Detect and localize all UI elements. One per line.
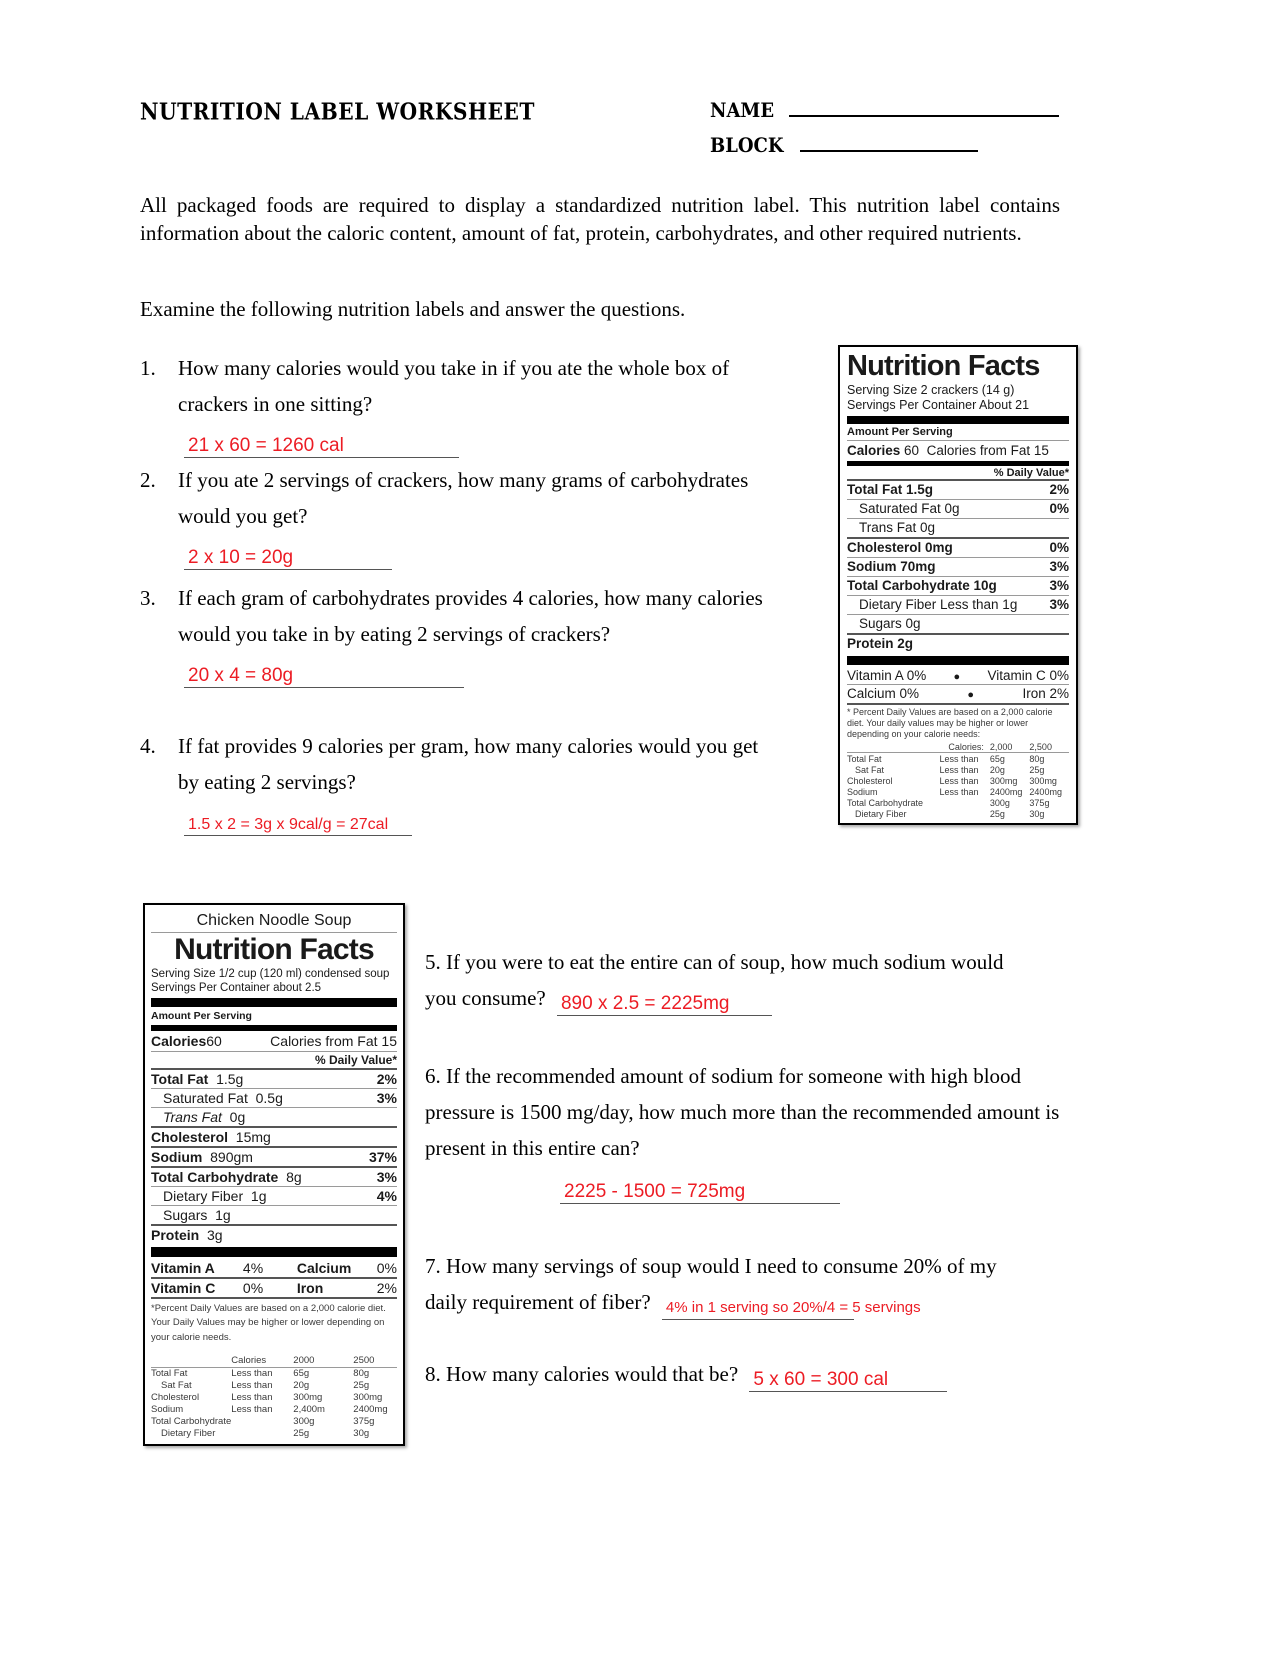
crackers-foot-row xyxy=(847,775,1069,786)
crackers-footnote-table xyxy=(847,741,1069,819)
crackers-serving-size: Serving Size 2 crackers (14 g) xyxy=(847,383,1015,397)
crackers-foot-qual-3: Less than xyxy=(939,786,979,797)
crackers-foot-row xyxy=(847,764,1069,775)
crackers-foot-header-row xyxy=(847,741,1069,753)
crackers-foot-qual-4 xyxy=(939,797,989,808)
soup-nutrient-dv-4: 37% xyxy=(368,1149,397,1166)
crackers-foot-name-1: Sat Fat xyxy=(855,764,885,775)
crackers-foot-col-2000: 2,000 xyxy=(989,741,1013,752)
soup-foot-qual-3: Less than xyxy=(231,1404,273,1416)
crackers-foot-qual-5 xyxy=(939,808,989,819)
soup-vitamin-row xyxy=(151,1259,397,1277)
soup-foot-qual-0: Less than xyxy=(231,1368,273,1380)
crackers-nutrient-name-2: Trans Fat 0g xyxy=(859,520,936,535)
soup-nutrient-name-7: Sugars xyxy=(163,1207,208,1224)
question-2-number: 2. xyxy=(140,468,156,492)
question-2-text: If you ate 2 servings of crackers, how many grams of carbohydrates would you get? xyxy=(178,468,749,529)
crackers-foot-v2000-3: 2400mg xyxy=(989,786,1023,797)
crackers-foot-v2000-0: 65g xyxy=(989,753,1005,764)
soup-calories-row xyxy=(151,1033,397,1049)
soup-nutrient-amount-2: 0g xyxy=(229,1109,246,1126)
crackers-calories-group xyxy=(847,443,1049,458)
crackers-calcium: Calcium 0% xyxy=(847,685,920,701)
soup-nutrient-name-6: Dietary Fiber xyxy=(163,1188,244,1205)
intro-paragraph-2: Examine the following nutrition labels and answer the questions. xyxy=(140,297,686,321)
soup-foot-col-2500: 2500 xyxy=(353,1355,375,1367)
soup-nutrient-row xyxy=(151,1168,397,1186)
question-3-answer: 20 x 4 = 80g xyxy=(188,665,294,687)
soup-nutrient-8 xyxy=(151,1227,223,1243)
soup-nutrient-5 xyxy=(151,1169,302,1185)
soup-foot-header-row xyxy=(151,1355,397,1368)
soup-foot-v2000-5: 25g xyxy=(293,1428,310,1440)
soup-foot-row xyxy=(151,1367,397,1380)
crackers-foot-v2500-4: 375g xyxy=(1029,797,1050,808)
crackers-label-title: Nutrition Facts xyxy=(847,350,1040,382)
soup-foot-name-0: Total Fat xyxy=(151,1368,188,1380)
crackers-footnote: * Percent Daily Values are based on a 2,000 calorie diet. Your daily values may be higher or lower depending on your calorie needs: xyxy=(847,706,1053,739)
soup-rule-12 xyxy=(151,1297,397,1299)
soup-footnote-table xyxy=(151,1355,397,1440)
soup-nutrient-row xyxy=(151,1089,397,1107)
crackers-foot-row xyxy=(847,808,1069,819)
question-5-answer-blank[interactable] xyxy=(557,990,772,1016)
crackers-nutrient-name-1: Saturated Fat 0g xyxy=(859,501,960,516)
soup-foot-calories-header: Calories xyxy=(231,1355,267,1367)
question-1-answer-blank[interactable] xyxy=(184,432,459,458)
soup-foot-row xyxy=(151,1392,397,1404)
nutrition-label-soup xyxy=(143,903,405,1446)
crackers-nutrient-dv-6: 3% xyxy=(1049,597,1069,612)
soup-nutrient-amount-5: 8g xyxy=(286,1169,302,1186)
worksheet-header xyxy=(140,98,1140,157)
soup-nutrient-name-1: Saturated Fat xyxy=(163,1090,248,1107)
question-4 xyxy=(140,728,770,836)
soup-foot-col-2000: 2000 xyxy=(293,1355,315,1367)
soup-foot-v2500-3: 2400mg xyxy=(353,1404,388,1416)
question-6 xyxy=(425,1058,1065,1204)
crackers-foot-v2500-1: 25g xyxy=(1029,764,1045,775)
soup-nutrient-amount-7: 1g xyxy=(215,1207,231,1224)
question-7 xyxy=(425,1248,1025,1320)
soup-vitamin-row xyxy=(151,1279,397,1297)
question-7-answer-blank[interactable] xyxy=(662,1294,921,1320)
crackers-nutrient-dv-3: 0% xyxy=(1049,540,1069,555)
question-8-body: How many calories would that be? xyxy=(446,1362,739,1386)
soup-nutrient-row xyxy=(151,1128,397,1146)
soup-foot-name-3: Sodium xyxy=(151,1404,184,1416)
block-blank-line[interactable] xyxy=(800,135,978,152)
soup-foot-v2500-2: 300mg xyxy=(353,1392,383,1404)
crackers-nutrient-row xyxy=(847,596,1069,614)
soup-calories-label: Calories xyxy=(151,1033,207,1050)
question-7-number: 7. xyxy=(425,1254,441,1278)
crackers-foot-v2000-2: 300mg xyxy=(989,775,1018,786)
crackers-nutrient-name-0: Total Fat 1.5g xyxy=(847,482,934,497)
crackers-servings-per-container: Servings Per Container About 21 xyxy=(847,397,1030,412)
soup-nutrient-name-4: Sodium xyxy=(151,1149,203,1166)
crackers-nutrient-dv-5: 3% xyxy=(1049,578,1069,593)
soup-foot-name-4: Total Carbohydrate xyxy=(151,1416,232,1428)
soup-nutrient-1 xyxy=(163,1090,283,1106)
question-3-number: 3. xyxy=(140,586,156,610)
soup-foot-name-1: Sat Fat xyxy=(161,1380,192,1392)
crackers-nutrient-row xyxy=(847,558,1069,576)
crackers-calories-row xyxy=(847,443,1069,458)
soup-nutrient-name-3: Cholesterol xyxy=(151,1129,229,1146)
soup-foot-v2500-0: 80g xyxy=(353,1368,370,1380)
crackers-vitamin-row xyxy=(847,667,1069,684)
crackers-nutrient-dv-1: 0% xyxy=(1049,501,1069,516)
crackers-foot-name-5: Dietary Fiber xyxy=(855,808,907,819)
soup-nutrient-name-5: Total Carbohydrate xyxy=(151,1169,279,1186)
page-title: NUTRITION LABEL WORKSHEET xyxy=(140,98,535,127)
soup-foot-v2500-4: 375g xyxy=(353,1416,375,1428)
question-8-answer: 5 x 60 = 300 cal xyxy=(753,1369,889,1391)
question-4-text: If fat provides 9 calories per gram, how many calories would you get by eating 2 servings? xyxy=(178,734,759,795)
crackers-nutrient-dv-0: 2% xyxy=(1049,482,1069,497)
soup-product-name: Chicken Noodle Soup xyxy=(196,912,352,929)
question-1-answer: 21 x 60 = 1260 cal xyxy=(188,435,344,457)
soup-foot-row xyxy=(151,1380,397,1392)
question-6-body: If the recommended amount of sodium for someone with high blood pressure is 1500 mg/day, how much more than the recommended amount is present in this entire can? xyxy=(425,1064,1060,1161)
nutrition-label-crackers xyxy=(838,345,1078,825)
crackers-rule-12 xyxy=(847,703,1069,705)
soup-divider-thick-3 xyxy=(151,1247,397,1257)
block-field-row xyxy=(710,133,1140,157)
crackers-calories-value: 60 xyxy=(904,442,920,458)
crackers-foot-row xyxy=(847,786,1069,797)
soup-foot-v2000-0: 65g xyxy=(293,1368,310,1380)
soup-nutrient-row xyxy=(151,1226,397,1244)
soup-nutrient-amount-3: 15mg xyxy=(235,1129,271,1146)
question-8-number: 8. xyxy=(425,1362,441,1386)
bullet-icon: ● xyxy=(967,688,975,701)
crackers-foot-v2500-2: 300mg xyxy=(1029,775,1057,786)
soup-foot-v2500-1: 25g xyxy=(353,1380,370,1392)
crackers-foot-qual-1: Less than xyxy=(939,764,979,775)
soup-foot-qual-4 xyxy=(231,1416,293,1428)
soup-nutrient-row xyxy=(151,1187,397,1205)
question-5-body: If you were to eat the entire can of soup, how much sodium would you consume? xyxy=(425,950,1004,1011)
name-blank-line[interactable] xyxy=(789,100,1059,117)
crackers-foot-name-2: Cholesterol xyxy=(847,775,893,786)
question-1 xyxy=(140,350,800,458)
crackers-nutrient-name-6: Dietary Fiber Less than 1g xyxy=(859,597,1018,612)
soup-nutrient-row xyxy=(151,1148,397,1166)
soup-calcium-value: 0% xyxy=(376,1260,397,1277)
question-4-answer-blank[interactable] xyxy=(184,810,412,836)
soup-foot-qual-1: Less than xyxy=(231,1380,273,1392)
crackers-nutrient-row xyxy=(847,577,1069,595)
crackers-iron: Iron 2% xyxy=(1022,685,1069,701)
crackers-foot-col-2500: 2,500 xyxy=(1029,741,1052,752)
question-6-answer-blank[interactable] xyxy=(560,1178,840,1204)
soup-foot-name-2: Cholesterol xyxy=(151,1392,200,1404)
soup-foot-qual-2: Less than xyxy=(231,1392,273,1404)
soup-nutrient-row xyxy=(151,1108,397,1126)
crackers-nutrient-name-7: Sugars 0g xyxy=(859,616,921,631)
intro-paragraph-1: All packaged foods are required to display a standardized nutrition label. This nutrition label contains information about the caloric content, amount of fat, protein, carbohydrates, and other required nutrients. xyxy=(140,193,1060,245)
crackers-foot-v2000-1: 20g xyxy=(989,764,1005,775)
crackers-foot-name-0: Total Fat xyxy=(847,753,882,764)
soup-foot-qual-5 xyxy=(231,1428,293,1440)
soup-nutrient-2 xyxy=(163,1109,245,1125)
soup-calcium-label: Calcium xyxy=(296,1260,352,1277)
block-label: BLOCK xyxy=(710,133,784,157)
soup-iron-label: Iron xyxy=(296,1280,324,1297)
soup-divider-thick-1 xyxy=(151,998,397,1007)
soup-amount-per-serving: Amount Per Serving xyxy=(151,1010,252,1023)
crackers-divider-thick-3 xyxy=(847,656,1069,665)
crackers-foot-v2000-4: 300g xyxy=(989,797,1010,808)
crackers-calories-label: Calories xyxy=(847,442,901,458)
soup-footnote: *Percent Daily Values are based on a 2,000 calorie diet. Your Daily Values may be higher or lower depending on your calorie needs. xyxy=(151,1303,386,1343)
soup-nutrient-dv-6: 4% xyxy=(376,1188,397,1205)
soup-foot-row xyxy=(151,1416,397,1428)
crackers-foot-calories-header: Calories: xyxy=(948,741,984,752)
soup-nutrient-name-0: Total Fat xyxy=(151,1071,209,1088)
crackers-foot-row xyxy=(847,797,1069,808)
crackers-foot-name-4: Total Carbohydrate xyxy=(847,797,924,808)
crackers-nutrient-name-5: Total Carbohydrate 10g xyxy=(847,578,997,593)
question-8-text xyxy=(425,1362,738,1386)
soup-nutrient-amount-0: 1.5g xyxy=(216,1071,244,1088)
name-block-fields xyxy=(710,98,1140,157)
question-2 xyxy=(140,462,770,570)
question-8 xyxy=(425,1356,1065,1392)
soup-nutrient-4 xyxy=(151,1149,253,1165)
question-3 xyxy=(140,580,790,688)
crackers-nutrient-row xyxy=(847,481,1069,499)
soup-calories-value: 60 xyxy=(206,1033,222,1050)
question-6-answer: 2225 - 1500 = 725mg xyxy=(564,1181,746,1203)
soup-nutrient-dv-1: 3% xyxy=(376,1090,397,1107)
soup-nutrient-amount-6: 1g xyxy=(250,1188,267,1205)
bullet-icon: ● xyxy=(953,670,961,683)
question-6-answer-wrap xyxy=(425,1168,1065,1204)
soup-label-title: Nutrition Facts xyxy=(174,933,374,966)
question-5-number: 5. xyxy=(425,950,441,974)
soup-nutrient-7 xyxy=(163,1207,231,1223)
crackers-divider-thick-2 xyxy=(847,461,1069,466)
crackers-foot-v2500-3: 2400mg xyxy=(1029,786,1062,797)
crackers-nutrient-name-3: Cholesterol 0mg xyxy=(847,540,953,555)
soup-nutrient-amount-4: 890gm xyxy=(210,1149,253,1166)
question-7-answer: 4% in 1 serving so 20%/4 = 5 servings xyxy=(665,1299,921,1317)
soup-iron-value: 2% xyxy=(376,1280,397,1297)
question-6-number: 6. xyxy=(425,1064,441,1088)
crackers-daily-value-header: % Daily Value* xyxy=(993,466,1069,479)
crackers-nutrient-name-8: Protein 2g xyxy=(847,636,914,651)
soup-nutrient-amount-8: 3g xyxy=(207,1227,223,1244)
crackers-nutrient-row xyxy=(847,519,1069,537)
question-8-answer-blank[interactable] xyxy=(749,1366,947,1392)
soup-nutrient-3 xyxy=(151,1129,271,1145)
question-4-answer: 1.5 x 2 = 3g x 9cal/g = 27cal xyxy=(188,816,389,834)
crackers-foot-row xyxy=(847,753,1069,765)
crackers-nutrient-row xyxy=(847,539,1069,557)
crackers-foot-v2000-5: 25g xyxy=(989,808,1005,819)
soup-nutrient-0 xyxy=(151,1071,243,1087)
crackers-foot-qual-0: Less than xyxy=(939,753,979,764)
soup-foot-v2500-5: 30g xyxy=(353,1428,370,1440)
question-6-text xyxy=(425,1064,1059,1160)
crackers-divider-thick-1 xyxy=(847,416,1069,424)
crackers-foot-name-3: Sodium xyxy=(847,786,878,797)
soup-servings-per-container: Servings Per Container about 2.5 xyxy=(151,981,322,994)
question-2-answer: 2 x 10 = 20g xyxy=(188,547,294,569)
soup-foot-row xyxy=(151,1404,397,1416)
question-2-answer-blank[interactable] xyxy=(184,544,392,570)
soup-nutrient-amount-1: 0.5g xyxy=(255,1090,283,1107)
crackers-rule-1 xyxy=(847,440,1069,441)
soup-nutrient-6 xyxy=(163,1188,267,1204)
question-7-body: How many servings of soup would I need to consume 20% of my daily requirement of fiber? xyxy=(425,1254,997,1315)
question-3-answer-blank[interactable] xyxy=(184,662,464,688)
crackers-nutrient-row xyxy=(847,615,1069,633)
soup-nutrient-name-8: Protein xyxy=(151,1227,200,1244)
soup-foot-name-5: Dietary Fiber xyxy=(161,1428,216,1440)
soup-vitamin-c-label: Vitamin C xyxy=(151,1280,216,1297)
soup-vitamin-a-value: 4% xyxy=(242,1260,264,1277)
soup-nutrient-name-2: Trans Fat xyxy=(163,1109,222,1126)
soup-foot-v2000-1: 20g xyxy=(293,1380,310,1392)
crackers-nutrient-row xyxy=(847,500,1069,518)
crackers-foot-v2500-5: 30g xyxy=(1029,808,1045,819)
soup-vitamin-a-label: Vitamin A xyxy=(151,1260,215,1277)
crackers-foot-v2500-0: 80g xyxy=(1029,753,1045,764)
soup-vitamin-c-value: 0% xyxy=(242,1280,264,1297)
soup-nutrient-row xyxy=(151,1206,397,1224)
soup-foot-row xyxy=(151,1428,397,1440)
crackers-calories-from-fat: Calories from Fat 15 xyxy=(926,442,1049,458)
crackers-vitamin-c: Vitamin C 0% xyxy=(987,667,1069,683)
soup-foot-v2000-3: 2,400m xyxy=(293,1404,325,1416)
question-1-number: 1. xyxy=(140,356,156,380)
soup-calories-from-fat: Calories from Fat 15 xyxy=(270,1033,397,1050)
soup-nutrient-dv-0: 2% xyxy=(376,1071,397,1088)
crackers-vitamin-a: Vitamin A 0% xyxy=(847,667,927,683)
soup-foot-v2000-4: 300g xyxy=(293,1416,315,1428)
crackers-nutrient-name-4: Sodium 70mg xyxy=(847,559,936,574)
crackers-nutrient-row xyxy=(847,635,1069,653)
soup-foot-v2000-2: 300mg xyxy=(293,1392,323,1404)
question-4-number: 4. xyxy=(140,734,156,758)
soup-divider-thick-2 xyxy=(151,1025,397,1031)
soup-nutrient-row xyxy=(151,1070,397,1088)
crackers-nutrient-dv-4: 3% xyxy=(1049,559,1069,574)
soup-nutrient-dv-5: 3% xyxy=(376,1169,397,1186)
soup-serving-size: Serving Size 1/2 cup (120 ml) condensed soup xyxy=(151,968,390,980)
crackers-amount-per-serving: Amount Per Serving xyxy=(847,425,953,438)
question-5 xyxy=(425,944,1015,1016)
question-1-text: How many calories would you take in if you ate the whole box of crackers in one sitting? xyxy=(178,356,730,417)
soup-daily-value-header: % Daily Value* xyxy=(314,1053,397,1068)
crackers-foot-qual-2: Less than xyxy=(939,775,979,786)
name-label: NAME xyxy=(710,98,775,122)
crackers-vitamin-row xyxy=(847,685,1069,702)
question-3-text: If each gram of carbohydrates provides 4 calories, how many calories would you take in by eating 2 servings of crackers? xyxy=(178,586,763,647)
name-field-row xyxy=(710,98,1140,122)
question-5-answer: 890 x 2.5 = 2225mg xyxy=(560,993,730,1015)
